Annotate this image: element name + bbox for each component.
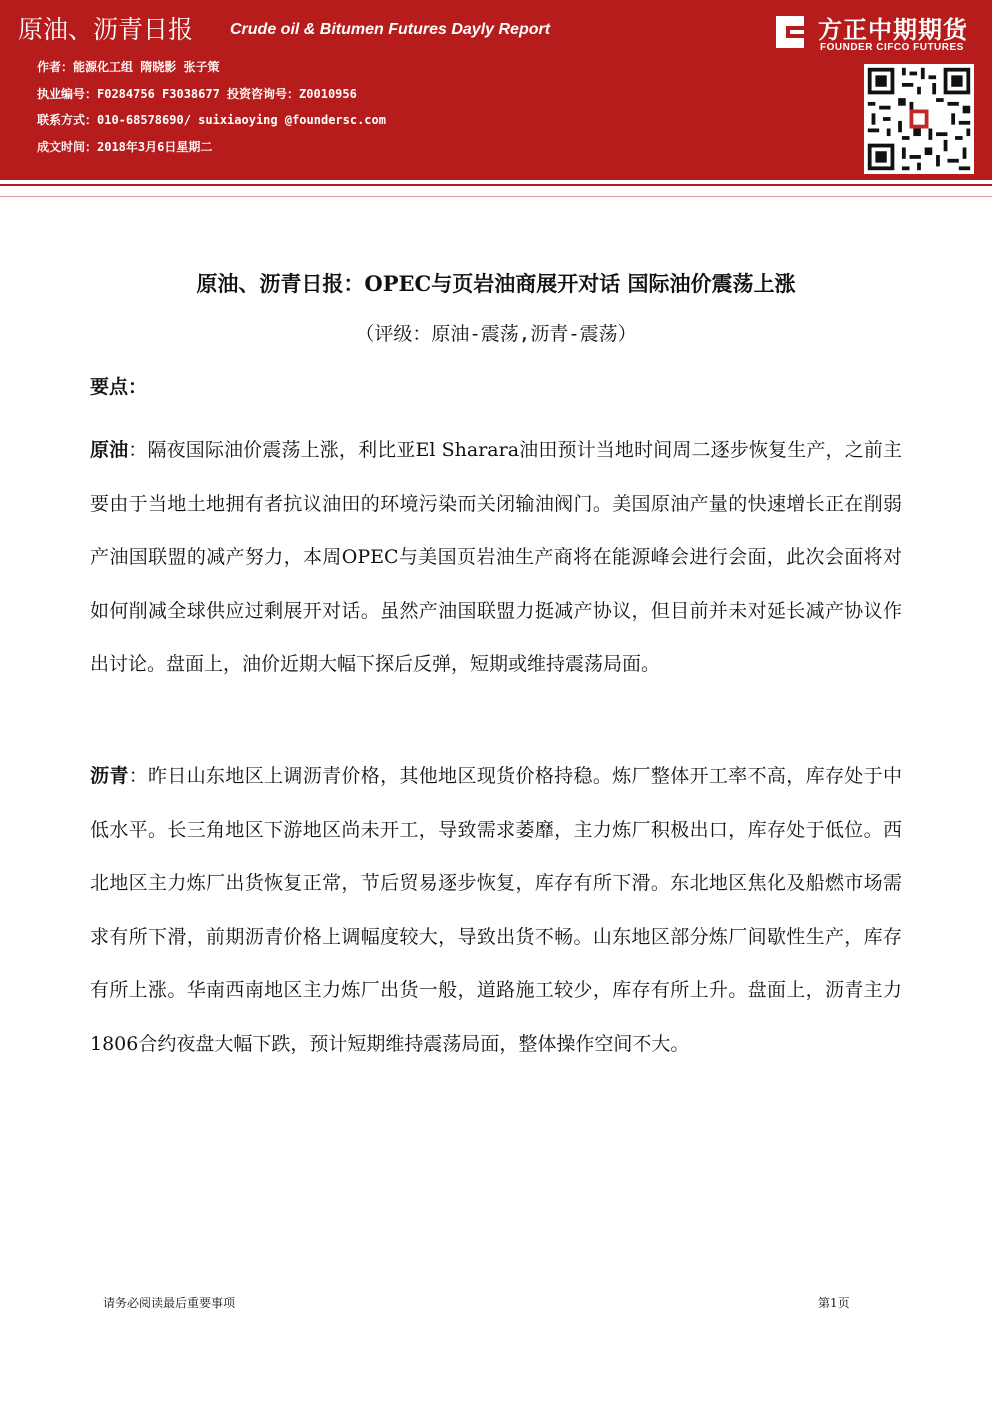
bitumen-paragraph bbox=[90, 750, 902, 1071]
company-logo bbox=[770, 10, 980, 58]
footer-disclaimer: 请务必阅读最后重要事项 bbox=[103, 1296, 236, 1310]
article-title: 原油、沥青日报：OPEC与页岩油商展开对话 国际油价震荡上涨 bbox=[196, 271, 796, 296]
bitumen-label: 沥青 bbox=[90, 765, 129, 787]
crude-oil-paragraph bbox=[90, 424, 902, 692]
page-number: 第1页 bbox=[818, 1296, 850, 1310]
logo-text-cn: 方正中期期货 bbox=[818, 16, 968, 44]
article-rating: （评级：原油-震荡,沥青-震荡） bbox=[355, 323, 637, 345]
qr-code-icon bbox=[864, 64, 974, 174]
author-line: 作者：能源化工组 隋晓影 张子策 bbox=[37, 60, 220, 74]
contact-line: 联系方式：010-68578690/ suixiaoying @foundersc.com bbox=[37, 113, 386, 127]
date-line: 成文时间：2018年3月6日星期二 bbox=[37, 140, 213, 154]
report-subtitle-en: Crude oil & Bitumen Futures Dayly Report bbox=[230, 21, 551, 38]
logo-mark-icon bbox=[770, 12, 810, 52]
crude-oil-label: 原油 bbox=[90, 439, 129, 461]
header-divider bbox=[0, 184, 992, 186]
bitumen-text: ：昨日山东地区上调沥青价格，其他地区现货价格持稳。炼厂整体开工率不高，库存处于中低水平。长三角地区下游地区尚未开工，导致需求萎靡，主力炼厂积极出口，库存处于低位。西北地区主力炼厂出货恢复正常，节后贸易逐步恢复，库存有所下滑。东北地区焦化及船燃市场需求有所下滑，前期沥青价格上调幅度较大，导致出货不畅。山东地区部分炼厂间歇性生产，库存有所上涨。华南西南地区主力炼厂出货一般，道路施工较少，库存有所上升。盘面上，沥青主力1806合约夜盘大幅下跌，预计短期维持震荡局面，整体操作空间不大。 bbox=[90, 765, 902, 1055]
keypoints-heading: 要点： bbox=[90, 376, 148, 398]
report-header bbox=[0, 0, 992, 180]
logo-text-en: FOUNDER CIFCO FUTURES bbox=[820, 42, 964, 53]
license-line: 执业编号：F0284756 F3038677 投资咨询号：Z0010956 bbox=[37, 87, 357, 101]
report-title: 原油、沥青日报 bbox=[18, 15, 194, 44]
crude-oil-text: ：隔夜国际油价震荡上涨，利比亚El Sharara油田预计当地时间周二逐步恢复生产，之前主要由于当地土地拥有者抗议油田的环境污染而关闭输油阀门。美国原油产量的快速增长正在削弱产油国联盟的减产努力，本周OPEC与美国页岩油生产商将在能源峰会进行会面，此次会面将对如何削减全球供应过剩展开对话。虽然产油国联盟力挺减产协议，但目前并未对延长减产协议作出讨论。盘面上，油价近期大幅下探后反弹，短期或维持震荡局面。 bbox=[90, 439, 902, 675]
header-divider-thin bbox=[0, 196, 992, 197]
